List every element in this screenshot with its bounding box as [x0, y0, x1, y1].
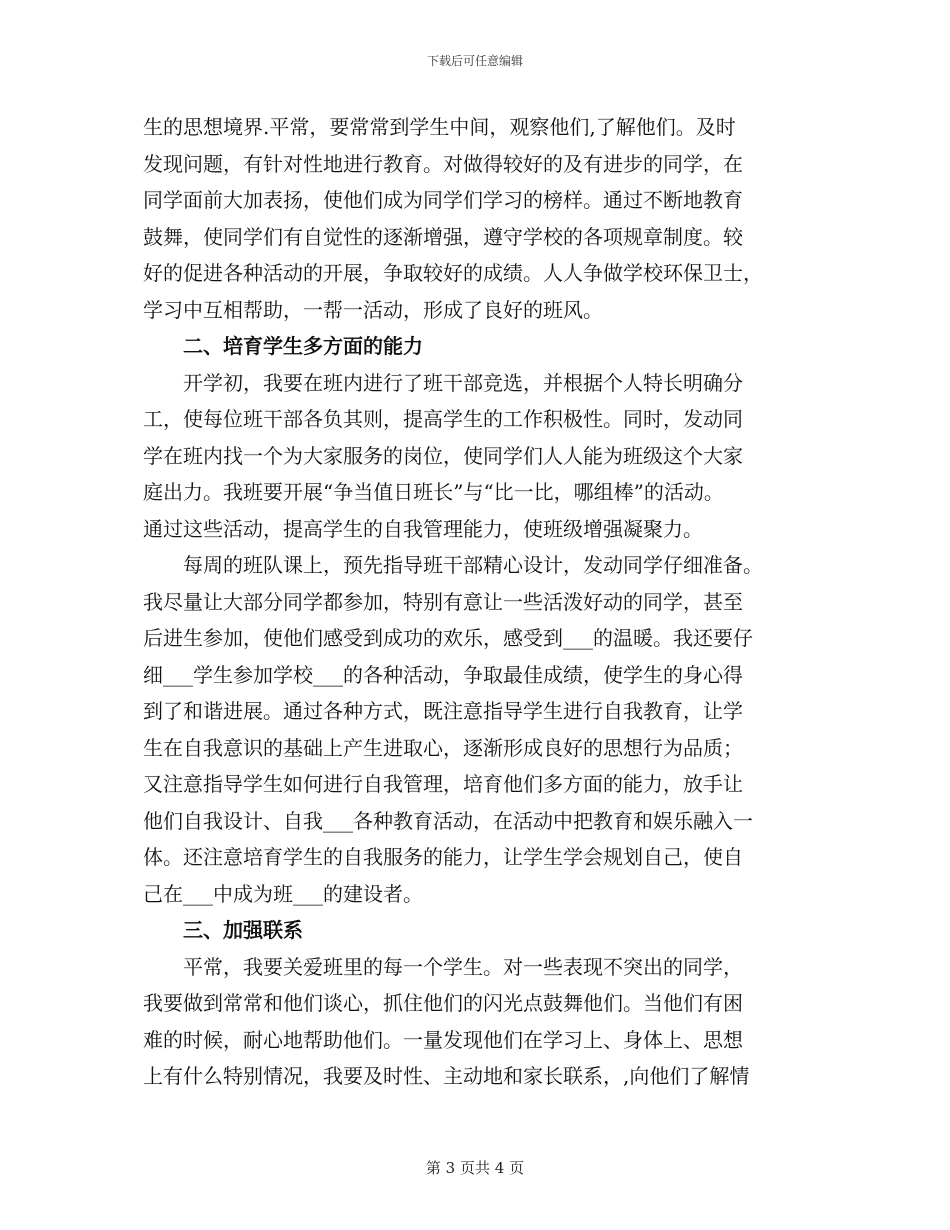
text-line: 平常，我要关爱班里的每一个学生。对一些表现不突出的同学， [183, 954, 743, 979]
text-line: 学在班内找一个为大家服务的岗位，使同学们人人能为班级这个大家 [143, 443, 743, 468]
text-line: 生在自我意识的基础上产生进取心，逐渐形成良好的思想行为品质； [143, 735, 743, 760]
text-line: 庭出力。我班要开展“争当值日班长”与“比一比，哪组棒”的活动。 [143, 480, 724, 504]
section-heading: 二、培育学生多方面的能力 [183, 334, 423, 358]
text-line: 生的思想境界.平常，要常常到学生中间，观察他们,了解他们。及时 [143, 115, 736, 139]
text-line: 到了和谐进展。通过各种方式，既注意指导学生进行自我教育，让学 [143, 699, 743, 723]
document-body [143, 109, 803, 1095]
text-line: 好的促进各种活动的开展，争取较好的成绩。人人争做学校环保卫士， [143, 261, 763, 285]
text-line: 工，使每位班干部各负其则，提高学生的工作积极性。同时，发动同 [143, 407, 743, 431]
text-line: 开学初，我要在班内进行了班干部竞选，并根据个人特长明确分 [183, 370, 743, 395]
section-heading: 三、加强联系 [183, 918, 303, 942]
text-line: 他们自我设计、自我___各种教育活动，在活动中把教育和娱乐融入一 [143, 808, 753, 833]
text-line: 鼓舞，使同学们有自觉性的逐渐增强，遵守学校的各项规章制度。较 [143, 224, 743, 249]
page-header: 下载后可任意编辑 [426, 54, 523, 68]
text-line: 又注意指导学生如何进行自我管理，培育他们多方面的能力，放手让 [143, 772, 743, 796]
page-footer: 第 3 页共 4 页 [425, 1159, 525, 1177]
text-line: 我尽量让大部分同学都参加，特别有意让一些活泼好动的同学，甚至 [143, 589, 743, 614]
text-line: 己在___中成为班___的建设者。 [143, 881, 423, 906]
text-line: 每周的班队课上，预先指导班干部精心设计，发动同学仔细准备。 [183, 553, 763, 577]
text-line: 后进生参加，使他们感受到成功的欢乐，感受到___的温暖。我还要仔 [143, 626, 753, 650]
text-line: 我要做到常常和他们谈心，抓住他们的闪光点鼓舞他们。当他们有困 [143, 991, 743, 1015]
text-line: 体。还注意培育学生的自我服务的能力，让学生学会规划自己，使自 [143, 845, 743, 869]
text-line: 通过这些活动，提高学生的自我管理能力，使班级增强凝聚力。 [143, 516, 703, 541]
text-line: 上有什么特别情况，我要及时性、主动地和家长联系，,向他们了解情 [143, 1064, 750, 1088]
text-line: 发现问题，有针对性地进行教育。对做得较好的及有进步的同学，在 [143, 151, 743, 176]
text-line: 同学面前大加表扬，使他们成为同学们学习的榜样。通过不断地教育 [143, 188, 743, 212]
text-line: 难的时候，耐心地帮助他们。一量发现他们在学习上、身体上、思想 [143, 1027, 743, 1052]
text-line: 学习中互相帮助，一帮一活动，形成了良好的班风。 [143, 297, 603, 322]
text-line: 细___学生参加学校___的各种活动，争取最佳成绩，使学生的身心得 [143, 662, 743, 687]
